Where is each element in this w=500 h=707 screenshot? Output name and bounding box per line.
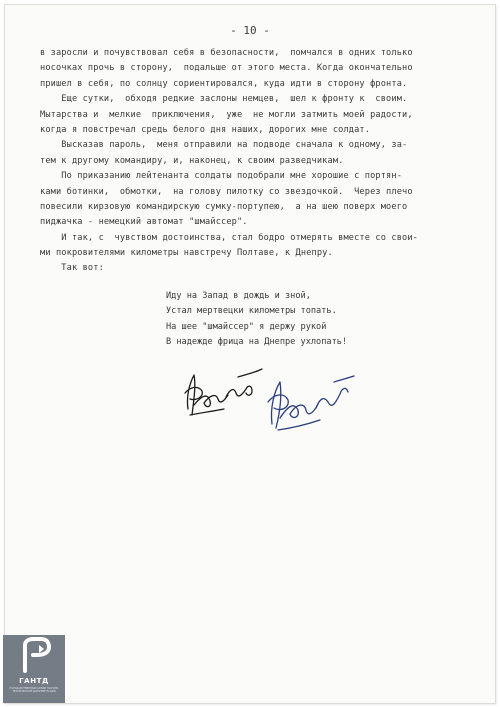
- body-line: в заросли и почувствовал себя в безопасности, помчался в одних только: [40, 48, 413, 58]
- poem-line: Иду на Запад в дождь и зной,: [166, 291, 311, 301]
- body-line: Высказав пароль, меня отправили на подводе сначала к одному, за-: [40, 140, 408, 151]
- poem-verse: [166, 289, 406, 351]
- body-line: когда я повстречал средь белого дня наших, дорогих мне солдат.: [40, 124, 371, 135]
- body-line: И так, с чувством достоинства, стал бодро отмерять вместе со свои-: [40, 232, 418, 243]
- archive-logo: [3, 635, 65, 703]
- body-line: носочках прочь в сторону, подальше от этого места. Когда окончательно: [40, 63, 413, 74]
- body-line: тем к другому командиру, и, наконец, к своим разведчикам.: [40, 155, 344, 166]
- body-text: [40, 46, 480, 277]
- signature-black: [180, 365, 270, 423]
- body-line: Еще сутки, обходя редкие заслоны немцев, шел к фронту к своим.: [40, 94, 408, 105]
- body-line: пришел в себя, по солнцу сориентировался, куда идти в сторону фронта.: [40, 78, 408, 89]
- logo-subtext: ГОСУДАРСТВЕННЫЙ АРХИВ НАУЧНО-ТЕХНИЧЕСКОЙ ДОКУМЕНТАЦИИ: [9, 687, 59, 694]
- poem-line: В надежде фрица на Днепре ухлопать!: [166, 337, 348, 348]
- body-line: Мытарства и мелкие приключения, уже не могли затмить моей радости,: [40, 109, 413, 120]
- page-number: - 10 -: [230, 24, 270, 37]
- poem-line: Устал мертвецки километры топать.: [166, 306, 337, 317]
- body-line: ками ботинки, обмотки, на голову пилотку со звездочкой. Через плечо: [40, 186, 413, 197]
- body-line: Так вот:: [40, 263, 104, 274]
- logo-text: ГАНТД: [19, 677, 49, 685]
- archive-emblem-icon: [3, 635, 65, 679]
- body-line: пиджачка - немецкий автомат "шмайссер".: [40, 217, 248, 228]
- body-line: ми покровителями километры навстречу Полтаве, к Днепру.: [40, 248, 333, 259]
- poem-line: На шее "шмайссер" я держу рукой: [166, 321, 327, 332]
- signature-blue: [262, 368, 358, 434]
- body-line: По приказанию лейтенанта солдаты подобрали мне хорошие с портян-: [40, 171, 403, 182]
- body-line: повесили кирзовую командирскую сумку-портупею, а на шею поверх моего: [40, 201, 408, 212]
